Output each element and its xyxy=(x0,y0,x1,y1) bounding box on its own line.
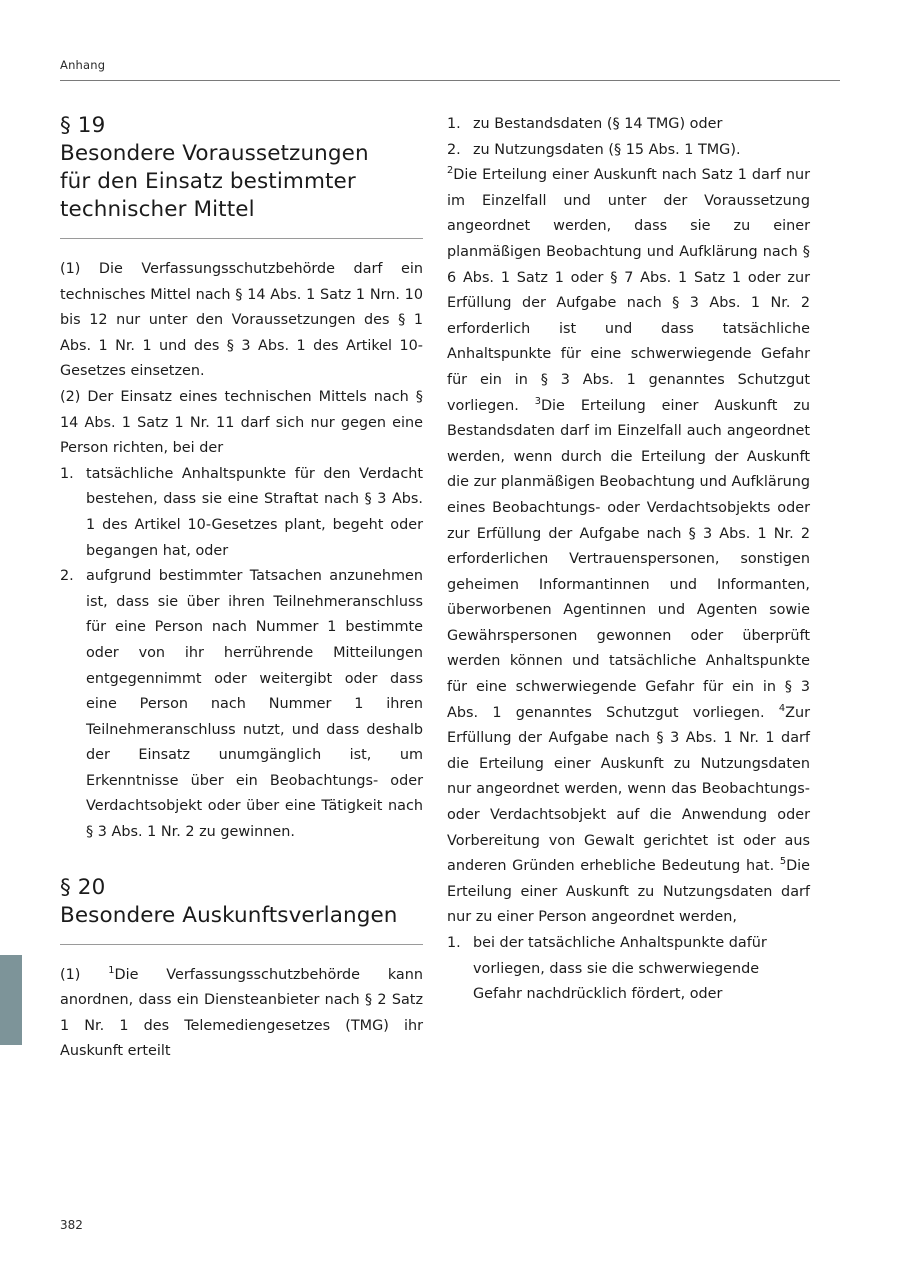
sentence-marker-2: 2 xyxy=(447,165,454,177)
header-divider xyxy=(60,80,840,81)
section-19-title-line2: für den Einsatz bestimmter xyxy=(60,169,356,194)
section-20-rule xyxy=(60,944,423,945)
paragraph-3-prefix: (1) xyxy=(60,966,109,983)
list-item-marker: 2. xyxy=(447,141,461,158)
running-head: Anhang xyxy=(60,58,106,72)
paragraph-1: (1) Die Verfassungsschutzbehörde darf ein technisches Mittel nach § 14 Abs. 1 Satz 1 Nrn. 10 bis 12 nur unter den Voraussetzungen des § 1 Abs. 1 Nr. 1 und des § 3 Abs. 1 des Artikel 10-Gesetzes einsetzen. xyxy=(60,261,423,380)
side-tab-marker xyxy=(0,955,22,1045)
list-item xyxy=(60,564,423,846)
page-number: 382 xyxy=(60,1218,83,1232)
section-19-heading xyxy=(60,112,423,224)
paragraph-sentences xyxy=(447,163,810,931)
list-item xyxy=(447,112,810,138)
list-item xyxy=(447,138,810,164)
paragraph-3 xyxy=(60,963,423,1065)
list-item-marker: 1. xyxy=(60,465,74,482)
section-20-heading xyxy=(60,874,423,930)
section-19-list xyxy=(60,462,423,846)
paragraph-2: (2) Der Einsatz eines technischen Mittels nach § 14 Abs. 1 Satz 1 Nr. 11 darf sich nur gegen eine Person richten, bei der xyxy=(60,388,423,457)
right-column xyxy=(447,112,810,1008)
left-column xyxy=(60,112,423,1065)
sentence-marker-3: 3 xyxy=(534,395,541,407)
section-19-title-line1: Besondere Voraussetzungen xyxy=(60,141,369,166)
list-item-text: zu Bestandsdaten (§ 14 TMG) oder xyxy=(473,116,723,132)
list-item-marker: 1. xyxy=(447,116,461,132)
section-19-rule xyxy=(60,238,423,239)
section-19-number: § 19 xyxy=(60,113,106,138)
sentence-3-text: Die Erteilung einer Auskunft zu Bestandsdaten darf im Einzelfall auch angeordnet werden, wenn durch die Erteilung der Auskunft die zur planmäßigen Beobachtung und Aufklärung eines Beobachtungs- oder Verdachtsobjekts oder zur Erfüllung der Aufgabe nach § 3 Abs. 1 Nr. 2 erforderlichen Vertrauenspersonen, sonstigen geheimen Informantinnen und Informanten, überworbenen Agentinnen und Agenten sowie Gewährspersonen gewonnen oder überprüft werden können und tatsächliche Anhaltspunkte für eine schwerwiegende Gefahr für ein in § 3 Abs. 1 genanntes Schutzgut vorliegen. xyxy=(447,397,810,721)
sentence-4-text: Zur Erfüllung der Aufgabe nach § 3 Abs. 1 Nr. 1 darf die Erteilung einer Auskunft zu Nutzungsdaten nur angeordnet werden, wenn das Beobachtungs- oder Verdachtsobjekt auf die Anwendung oder Vorbereitung von Gewalt gerichtet ist oder aus anderen Gründen erhebliche Bedeutung hat. xyxy=(447,704,810,875)
list-item-text: tatsächliche Anhaltspunkte für den Verdacht bestehen, dass sie eine Straftat nach § 3 Abs. 1 des Artikel 10-Gesetzes plant, begeht oder begangen hat, oder xyxy=(86,465,423,559)
section-20-list-bottom xyxy=(447,931,810,1008)
list-item-text: zu Nutzungsdaten (§ 15 Abs. 1 TMG). xyxy=(473,141,741,158)
section-20-title: Besondere Auskunftsverlangen xyxy=(60,902,398,928)
sentence-2-text: Die Erteilung einer Auskunft nach Satz 1 darf nur im Einzelfall und unter der Voraussetzung angeordnet werden, dass sie zu einer planmäßigen Beobachtung und Aufklärung nach § 6 Abs. 1 Satz 1 oder § 7 Abs. 1 Satz 1 oder zur Erfüllung der Aufgabe nach § 3 Abs. 1 Nr. 2 erforderlich ist und dass tatsächliche Anhaltspunkte für eine schwerwiegende Gefahr für ein in § 3 Abs. 1 genanntes Schutzgut vorliegen. xyxy=(447,167,810,414)
list-item-marker: 1. xyxy=(447,935,461,951)
list-item-text: aufgrund bestimmter Tatsachen anzunehmen ist, dass sie über ihren Teilnehmeranschluss für eine Person nach Nummer 1 bestimmte oder von ihr herrührende Mitteilungen entgegennimmt oder weitergibt oder dass eine Person nach Nummer 1 ihren Teilnehmeranschluss nutzt, und dass deshalb der Einsatz unumgänglich ist, um Erkenntnisse über ein Beobachtungs- oder Verdachtsobjekt oder über eine Tätigkeit nach § 3 Abs. 1 Nr. 2 zu gewinnen. xyxy=(86,568,423,841)
paragraph-3-text: Die Verfassungsschutzbehörde kann anordnen, dass ein Diensteanbieter nach § 2 Satz 1 Nr. 1 des Telemediengesetzes (TMG) ihr Auskunft erteilt xyxy=(60,966,423,1060)
sentence-marker-4: 4 xyxy=(778,702,786,714)
section-20-list-top xyxy=(447,112,810,163)
sentence-marker-5: 5 xyxy=(779,856,787,868)
sentence-marker-1: 1 xyxy=(108,964,115,976)
list-item xyxy=(447,931,810,1008)
list-item xyxy=(60,462,423,564)
sentence-5-text: Die Erteilung einer Auskunft zu Nutzungsdaten darf nur zu einer Person angeordnet werden, xyxy=(447,858,810,926)
section-20-number: § 20 xyxy=(60,874,106,900)
section-19-title-line3: technischer Mittel xyxy=(60,197,255,222)
list-item-text: bei der tatsächliche Anhaltspunkte dafür vorliegen, dass sie die schwerwiegende Gefahr nachdrücklich fördert, oder xyxy=(473,935,767,1003)
list-item-marker: 2. xyxy=(60,568,74,585)
